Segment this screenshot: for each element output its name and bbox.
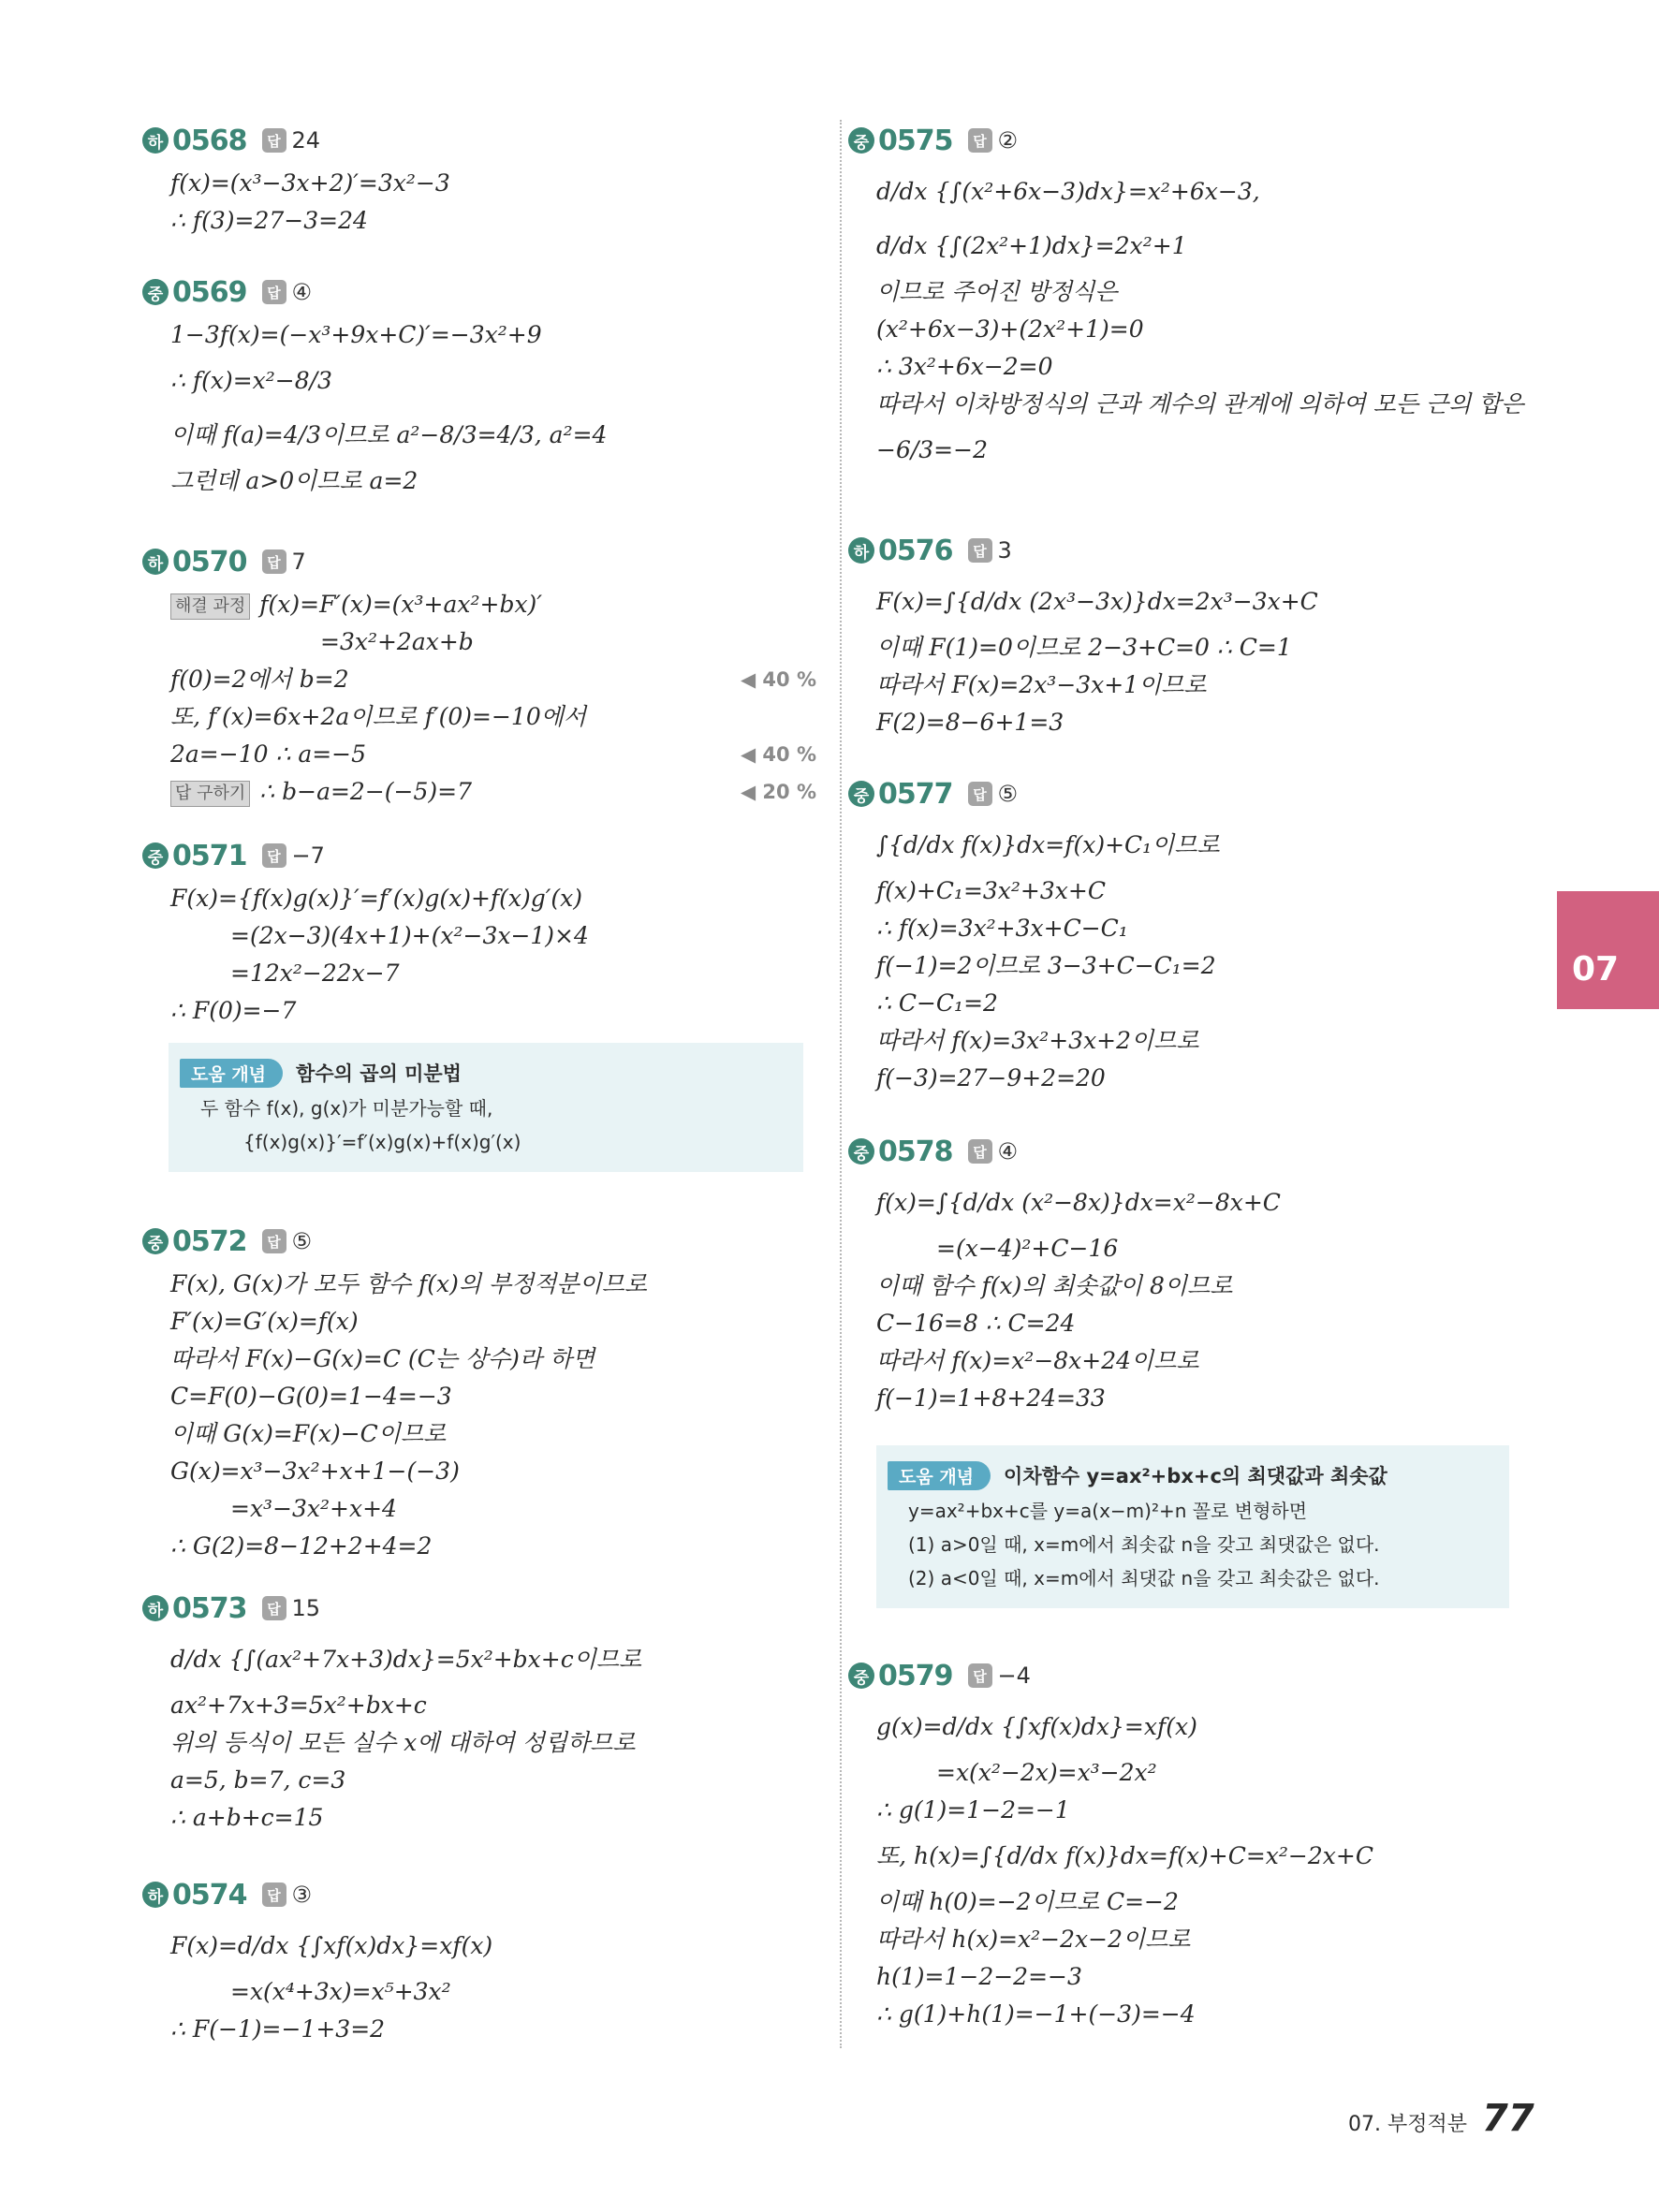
problem-0572 bbox=[142, 1221, 647, 1565]
solution-line: f(−1)=2이므로 3−3+C−C₁=2 bbox=[876, 952, 1216, 979]
solution-line: (x²+6x−3)+(2x²+1)=0 bbox=[876, 315, 1144, 343]
solution-line bbox=[170, 736, 816, 773]
problem-0576 bbox=[848, 530, 1318, 741]
problem-header bbox=[142, 271, 607, 313]
answer-value: ④ bbox=[291, 279, 313, 305]
answer-value: 15 bbox=[291, 1595, 321, 1621]
solution-line: F(2)=8−6+1=3 bbox=[876, 709, 1064, 736]
answer-badge: 답 bbox=[262, 128, 286, 153]
difficulty-badge: 하 bbox=[848, 537, 874, 564]
solution-line: ax²+7x+3=5x²+bx+c bbox=[170, 1692, 427, 1719]
chapter-tab-label: 07 bbox=[1572, 950, 1620, 989]
column-divider bbox=[840, 120, 842, 2048]
problem-number: 0575 bbox=[878, 124, 953, 157]
help-concept-line: y=ax²+bx+c를 y=a(x−m)²+n 꼴로 변형하면 bbox=[908, 1500, 1308, 1522]
solution-line: =3x²+2ax+b bbox=[320, 628, 474, 655]
help-concept-title: 함수의 곱의 미분법 bbox=[296, 1062, 462, 1085]
solution-text: 2a=−10 ∴ a=−5 bbox=[170, 740, 367, 768]
answer-value: 7 bbox=[291, 549, 306, 575]
problem-header bbox=[848, 1131, 1281, 1172]
problem-number: 0569 bbox=[172, 275, 247, 309]
solution-line: ∴ F(0)=−7 bbox=[170, 997, 297, 1024]
solution-line: ∴ C−C₁=2 bbox=[876, 989, 998, 1017]
difficulty-badge: 하 bbox=[142, 1595, 169, 1621]
problem-number: 0576 bbox=[878, 534, 953, 567]
solution-line bbox=[170, 661, 816, 698]
problem-header bbox=[142, 1221, 647, 1262]
solution-line bbox=[170, 586, 816, 623]
answer-badge: 답 bbox=[968, 782, 992, 806]
help-concept-box bbox=[169, 1043, 803, 1172]
solution-line: =x(x⁴+3x)=x⁵+3x² bbox=[230, 1978, 451, 2005]
solution-text: ∴ b−a=2−(−5)=7 bbox=[259, 778, 473, 805]
solution-text: f(x)=F′(x)=(x³+ax²+bx)′ bbox=[259, 591, 542, 618]
answer-value: ② bbox=[997, 127, 1019, 154]
problem-number: 0568 bbox=[172, 124, 247, 157]
help-concept-line: {f(x)g(x)}′=f′(x)g(x)+f(x)g′(x) bbox=[243, 1131, 521, 1153]
problem-header bbox=[848, 1655, 1373, 1696]
solution-line: 이때 f(a)=4/3이므로 a²−8/3=4/3, a²=4 bbox=[170, 421, 608, 448]
help-concept-box bbox=[876, 1445, 1509, 1608]
process-tag: 해결 과정 bbox=[170, 593, 250, 620]
chapter-title: 07. 부정적분 bbox=[1348, 2113, 1467, 2136]
difficulty-badge: 중 bbox=[142, 279, 169, 305]
difficulty-badge: 하 bbox=[142, 549, 169, 575]
solution-line: =x(x²−2x)=x³−2x² bbox=[936, 1759, 1157, 1786]
problem-header bbox=[142, 120, 450, 161]
solution-line: g(x)=d/dx {∫xf(x)dx}=xf(x) bbox=[876, 1713, 1197, 1740]
answer-value: 24 bbox=[291, 127, 321, 154]
problem-number: 0579 bbox=[878, 1659, 953, 1692]
solution-line: F(x), G(x)가 모두 함수 f(x)의 부정적분이므로 bbox=[170, 1270, 648, 1297]
problem-0573 bbox=[142, 1588, 641, 1837]
solution-line: 또, f′(x)=6x+2a이므로 f′(0)=−10에서 bbox=[170, 703, 587, 730]
answer-value: ④ bbox=[997, 1138, 1019, 1165]
problem-0579 bbox=[848, 1655, 1373, 2033]
solution-line: ∴ f(x)=3x²+3x+C−C₁ bbox=[876, 915, 1128, 942]
solution-line: 이때 G(x)=F(x)−C이므로 bbox=[170, 1420, 447, 1447]
solution-line: G(x)=x³−3x²+x+1−(−3) bbox=[170, 1458, 460, 1485]
solution-line: d/dx {∫(2x²+1)dx}=2x²+1 bbox=[876, 232, 1187, 259]
solution-line: ∴ F(−1)=−1+3=2 bbox=[170, 2015, 386, 2043]
problem-0578 bbox=[848, 1131, 1281, 1417]
answer-value: 3 bbox=[997, 537, 1012, 564]
solution-line: 이때 h(0)=−2이므로 C=−2 bbox=[876, 1888, 1179, 1915]
solution-line: =12x²−22x−7 bbox=[230, 960, 400, 987]
help-concept-line: 두 함수 f(x), g(x)가 미분가능할 때, bbox=[200, 1097, 493, 1120]
solution-line: 따라서 f(x)=x²−8x+24이므로 bbox=[876, 1347, 1199, 1374]
help-concept-line: (1) a>0일 때, x=m에서 최솟값 n을 갖고 최댓값은 없다. bbox=[908, 1533, 1380, 1556]
answer-value: ③ bbox=[291, 1882, 313, 1908]
problem-header bbox=[142, 541, 816, 582]
problem-header bbox=[142, 835, 589, 876]
solution-line: 그런데 a>0이므로 a=2 bbox=[170, 467, 418, 494]
help-concept-title: 이차함수 y=ax²+bx+c의 최댓값과 최솟값 bbox=[1004, 1465, 1387, 1487]
answer-value: ⑤ bbox=[291, 1228, 313, 1254]
problem-0569 bbox=[142, 271, 607, 500]
answer-badge: 답 bbox=[262, 1882, 286, 1907]
difficulty-badge: 중 bbox=[142, 1228, 169, 1254]
score-percent: ◀ 40 % bbox=[740, 743, 816, 766]
solution-line: 따라서 F(x)=2x³−3x+1이므로 bbox=[876, 671, 1207, 698]
solution-line: 또, h(x)=∫{d/dx f(x)}dx=f(x)+C=x²−2x+C bbox=[876, 1842, 1373, 1869]
answer-value: −4 bbox=[997, 1663, 1031, 1689]
problem-number: 0578 bbox=[878, 1135, 953, 1168]
answer-badge: 답 bbox=[262, 280, 286, 304]
answer-badge: 답 bbox=[968, 538, 992, 563]
difficulty-badge: 중 bbox=[848, 1138, 874, 1165]
problem-number: 0572 bbox=[172, 1224, 247, 1258]
difficulty-badge: 하 bbox=[142, 127, 169, 154]
solution-line: f(x)=∫{d/dx (x²−8x)}dx=x²−8x+C bbox=[876, 1189, 1281, 1216]
solution-line: f(−1)=1+8+24=33 bbox=[876, 1384, 1106, 1412]
solution-line: 따라서 이차방정식의 근과 계수의 관계에 의하여 모든 근의 합은 bbox=[876, 390, 1524, 417]
problem-0574 bbox=[142, 1874, 492, 2048]
solution-line: 위의 등식이 모든 실수 x에 대하여 성립하므로 bbox=[170, 1729, 636, 1756]
solution-line: ∴ G(2)=8−12+2+4=2 bbox=[170, 1532, 433, 1560]
solution-line: 1−3f(x)=(−x³+9x+C)′=−3x²+9 bbox=[170, 321, 542, 348]
solution-line: C−16=8 ∴ C=24 bbox=[876, 1310, 1076, 1337]
solution-line: ∴ a+b+c=15 bbox=[170, 1804, 324, 1831]
score-percent: ◀ 20 % bbox=[740, 781, 816, 803]
difficulty-badge: 중 bbox=[848, 781, 874, 807]
solution-line: 따라서 F(x)−G(x)=C (C는 상수)라 하면 bbox=[170, 1345, 595, 1372]
solution-line: h(1)=1−2−2=−3 bbox=[876, 1963, 1082, 1990]
problem-number: 0570 bbox=[172, 545, 247, 579]
problem-number: 0573 bbox=[172, 1591, 247, 1625]
solution-line: f(x)+C₁=3x²+3x+C bbox=[876, 877, 1106, 904]
problem-0568 bbox=[142, 120, 450, 240]
problem-header bbox=[848, 773, 1220, 814]
difficulty-badge: 중 bbox=[142, 842, 169, 869]
answer-badge: 답 bbox=[262, 843, 286, 868]
answer-badge: 답 bbox=[262, 1596, 286, 1620]
solution-line: ∴ g(1)=1−2=−1 bbox=[876, 1796, 1070, 1824]
answer-value: ⑤ bbox=[997, 781, 1019, 807]
problem-number: 0577 bbox=[878, 777, 953, 811]
solution-line: F(x)=∫{d/dx (2x³−3x)}dx=2x³−3x+C bbox=[876, 588, 1318, 615]
solution-line: F′(x)=G′(x)=f(x) bbox=[170, 1308, 359, 1335]
solution-line: ∴ f(3)=27−3=24 bbox=[170, 207, 368, 234]
answer-tag: 답 구하기 bbox=[170, 781, 250, 807]
problem-header bbox=[848, 120, 1523, 161]
problem-header bbox=[848, 530, 1318, 571]
solution-line: 따라서 h(x)=x²−2x−2이므로 bbox=[876, 1926, 1191, 1953]
solution-line: f(x)=(x³−3x+2)′=3x²−3 bbox=[170, 169, 450, 197]
chapter-tab[interactable] bbox=[1557, 891, 1659, 1009]
help-concept-line: (2) a<0일 때, x=m에서 최댓값 n을 갖고 최솟값은 없다. bbox=[908, 1567, 1380, 1589]
solution-line: =(x−4)²+C−16 bbox=[936, 1235, 1119, 1262]
answer-value: −7 bbox=[291, 842, 325, 869]
help-concept-pill: 도움 개념 bbox=[180, 1059, 283, 1088]
answer-badge: 답 bbox=[968, 1663, 992, 1688]
solution-line: 이때 함수 f(x)의 최솟값이 8이므로 bbox=[876, 1272, 1233, 1299]
problem-header bbox=[142, 1588, 641, 1629]
solution-line: C=F(0)−G(0)=1−4=−3 bbox=[170, 1383, 452, 1410]
solution-line: −6/3=−2 bbox=[876, 436, 988, 463]
solution-line: ∫{d/dx f(x)}dx=f(x)+C₁이므로 bbox=[876, 831, 1220, 858]
answer-badge: 답 bbox=[262, 549, 286, 574]
page-footer bbox=[1348, 2097, 1534, 2140]
solution-line: F(x)=d/dx {∫xf(x)dx}=xf(x) bbox=[170, 1932, 493, 1959]
solution-line: 따라서 f(x)=3x²+3x+2이므로 bbox=[876, 1027, 1199, 1054]
difficulty-badge: 중 bbox=[848, 1663, 874, 1689]
help-concept-pill: 도움 개념 bbox=[888, 1461, 991, 1490]
difficulty-badge: 중 bbox=[848, 127, 874, 154]
solution-line: 이므로 주어진 방정식은 bbox=[876, 278, 1118, 305]
problem-0575 bbox=[848, 120, 1523, 477]
solution-text: f(0)=2에서 b=2 bbox=[170, 666, 349, 693]
difficulty-badge: 하 bbox=[142, 1882, 169, 1908]
solution-line: F(x)={f(x)g(x)}′=f′(x)g(x)+f(x)g′(x) bbox=[170, 885, 583, 912]
problem-0571 bbox=[142, 835, 589, 1030]
solution-line: =x³−3x²+x+4 bbox=[230, 1495, 397, 1522]
solution-line: ∴ g(1)+h(1)=−1+(−3)=−4 bbox=[876, 2000, 1196, 2028]
answer-badge: 답 bbox=[262, 1229, 286, 1253]
solution-line bbox=[170, 773, 816, 811]
score-percent: ◀ 40 % bbox=[740, 668, 816, 691]
page-number: 77 bbox=[1482, 2097, 1534, 2140]
problem-header bbox=[142, 1874, 492, 1915]
solution-line: =(2x−3)(4x+1)+(x²−3x−1)×4 bbox=[230, 922, 589, 949]
solution-line: 이때 F(1)=0이므로 2−3+C=0 ∴ C=1 bbox=[876, 634, 1292, 661]
answer-badge: 답 bbox=[968, 128, 992, 153]
solution-line: f(−3)=27−9+2=20 bbox=[876, 1064, 1106, 1091]
answer-badge: 답 bbox=[968, 1139, 992, 1164]
solution-line: ∴ f(x)=x²−8/3 bbox=[170, 367, 332, 394]
solution-line: d/dx {∫(ax²+7x+3)dx}=5x²+bx+c이므로 bbox=[170, 1646, 642, 1673]
solution-line: d/dx {∫(x²+6x−3)dx}=x²+6x−3, bbox=[876, 178, 1260, 205]
problem-0570 bbox=[142, 541, 816, 811]
solution-line: ∴ 3x²+6x−2=0 bbox=[876, 353, 1053, 380]
solution-line: a=5, b=7, c=3 bbox=[170, 1766, 346, 1794]
problem-number: 0574 bbox=[172, 1878, 247, 1912]
problem-0577 bbox=[848, 773, 1220, 1097]
problem-number: 0571 bbox=[172, 839, 247, 872]
